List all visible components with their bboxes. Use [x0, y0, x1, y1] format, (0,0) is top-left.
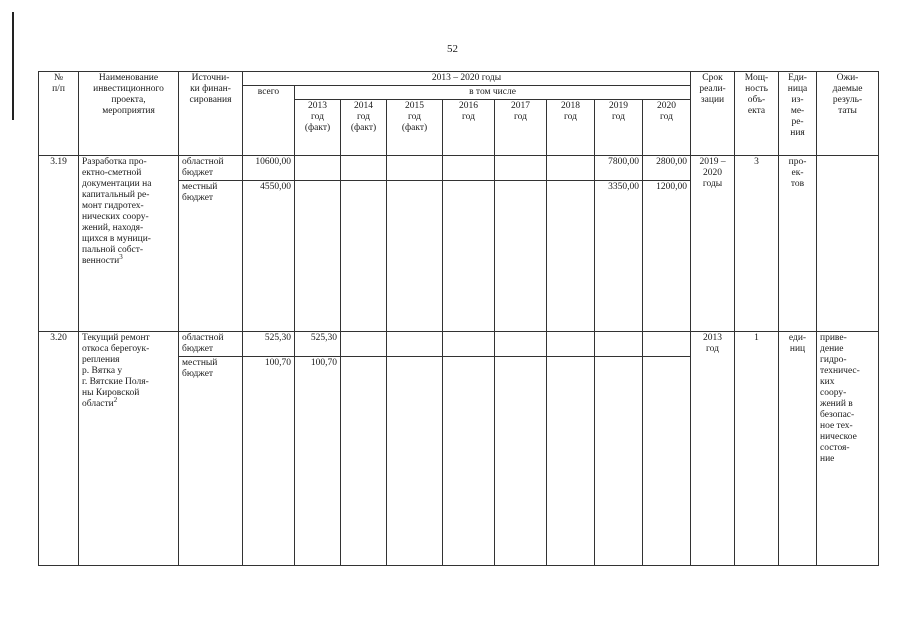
value-2019	[595, 357, 643, 566]
header-expected: Ожи- даемые резуль- таты	[817, 72, 879, 156]
value-2013: 525,30	[295, 332, 341, 357]
row-name: Разработка про- ектно-сметной документации на капитальный ре- монт гидротех- нических соору- жений, находя- щихся в муници- пальной собст- венности	[82, 157, 152, 266]
header-term: Срок реали- зации	[691, 72, 735, 156]
value-2020	[643, 357, 691, 566]
header-num: № п/п	[39, 72, 79, 156]
value-2017	[495, 181, 547, 332]
row-name-cell	[79, 156, 179, 332]
row-name: Текущий ремонт откоса берегоук- репления р. Вятка у г. Вятские Поля- ны Кировской области	[82, 333, 150, 409]
value-2015	[387, 156, 443, 181]
header-year-2019: 2019 год	[595, 100, 643, 156]
value-2018	[547, 181, 595, 332]
source-label: местный бюджет	[179, 357, 243, 566]
header-source: Источни- ки финан- сирования	[179, 72, 243, 156]
header-year-2016: 2016 год	[443, 100, 495, 156]
table-row	[39, 332, 879, 357]
value-2015	[387, 332, 443, 357]
page-number: 52	[447, 43, 458, 55]
header-capacity: Мощ- ность объ- екта	[735, 72, 779, 156]
value-2016	[443, 357, 495, 566]
value-2020: 2800,00	[643, 156, 691, 181]
value-2016	[443, 181, 495, 332]
value-2014	[341, 332, 387, 357]
investment-table	[38, 71, 879, 566]
value-2019: 3350,00	[595, 181, 643, 332]
row-num: 3.19	[39, 156, 79, 332]
row-unit: про- ек- тов	[779, 156, 817, 332]
header-year-2017: 2017 год	[495, 100, 547, 156]
header-including: в том числе	[295, 86, 691, 100]
row-term: 2013 год	[691, 332, 735, 566]
value-2016	[443, 332, 495, 357]
header-name: Наименование инвестиционного проекта, мероприятия	[79, 72, 179, 156]
value-2013	[295, 181, 341, 332]
source-label: местный бюджет	[179, 181, 243, 332]
value-2017	[495, 156, 547, 181]
value-2020: 1200,00	[643, 181, 691, 332]
source-total: 100,70	[243, 357, 295, 566]
value-2019	[595, 332, 643, 357]
header-year-2014: 2014 год (факт)	[341, 100, 387, 156]
source-label: областной бюджет	[179, 156, 243, 181]
header-row-1	[39, 72, 879, 86]
value-2013	[295, 156, 341, 181]
source-total: 4550,00	[243, 181, 295, 332]
row-name-cell	[79, 332, 179, 566]
value-2017	[495, 332, 547, 357]
header-year-2020: 2020 год	[643, 100, 691, 156]
value-2016	[443, 156, 495, 181]
row-capacity: 3	[735, 156, 779, 332]
header-total: всего	[243, 86, 295, 156]
header-year-2018: 2018 год	[547, 100, 595, 156]
header-unit: Еди- ница из- ме- ре- ния	[779, 72, 817, 156]
row-capacity: 1	[735, 332, 779, 566]
value-2018	[547, 332, 595, 357]
row-unit: еди- ниц	[779, 332, 817, 566]
value-2014	[341, 181, 387, 332]
header-year-2015: 2015 год (факт)	[387, 100, 443, 156]
value-2014	[341, 357, 387, 566]
row-num: 3.20	[39, 332, 79, 566]
value-2020	[643, 332, 691, 357]
value-2015	[387, 181, 443, 332]
source-total: 525,30	[243, 332, 295, 357]
row-footnote: 3	[119, 252, 123, 261]
source-label: областной бюджет	[179, 332, 243, 357]
value-2013: 100,70	[295, 357, 341, 566]
source-total: 10600,00	[243, 156, 295, 181]
value-2014	[341, 156, 387, 181]
header-year-2013: 2013 год (факт)	[295, 100, 341, 156]
value-2019: 7800,00	[595, 156, 643, 181]
value-2017	[495, 357, 547, 566]
header-period: 2013 – 2020 годы	[243, 72, 691, 86]
row-term: 2019 – 2020 годы	[691, 156, 735, 332]
row-expected	[817, 156, 879, 332]
value-2018	[547, 357, 595, 566]
value-2018	[547, 156, 595, 181]
row-footnote: 2	[113, 395, 118, 404]
table-row	[39, 156, 879, 181]
margin-binding-line	[12, 12, 14, 120]
value-2015	[387, 357, 443, 566]
row-expected: приве- дение гидро- техничес- ких соору- жений в безопас- ное тех- ническое состоя- ние	[817, 332, 879, 566]
